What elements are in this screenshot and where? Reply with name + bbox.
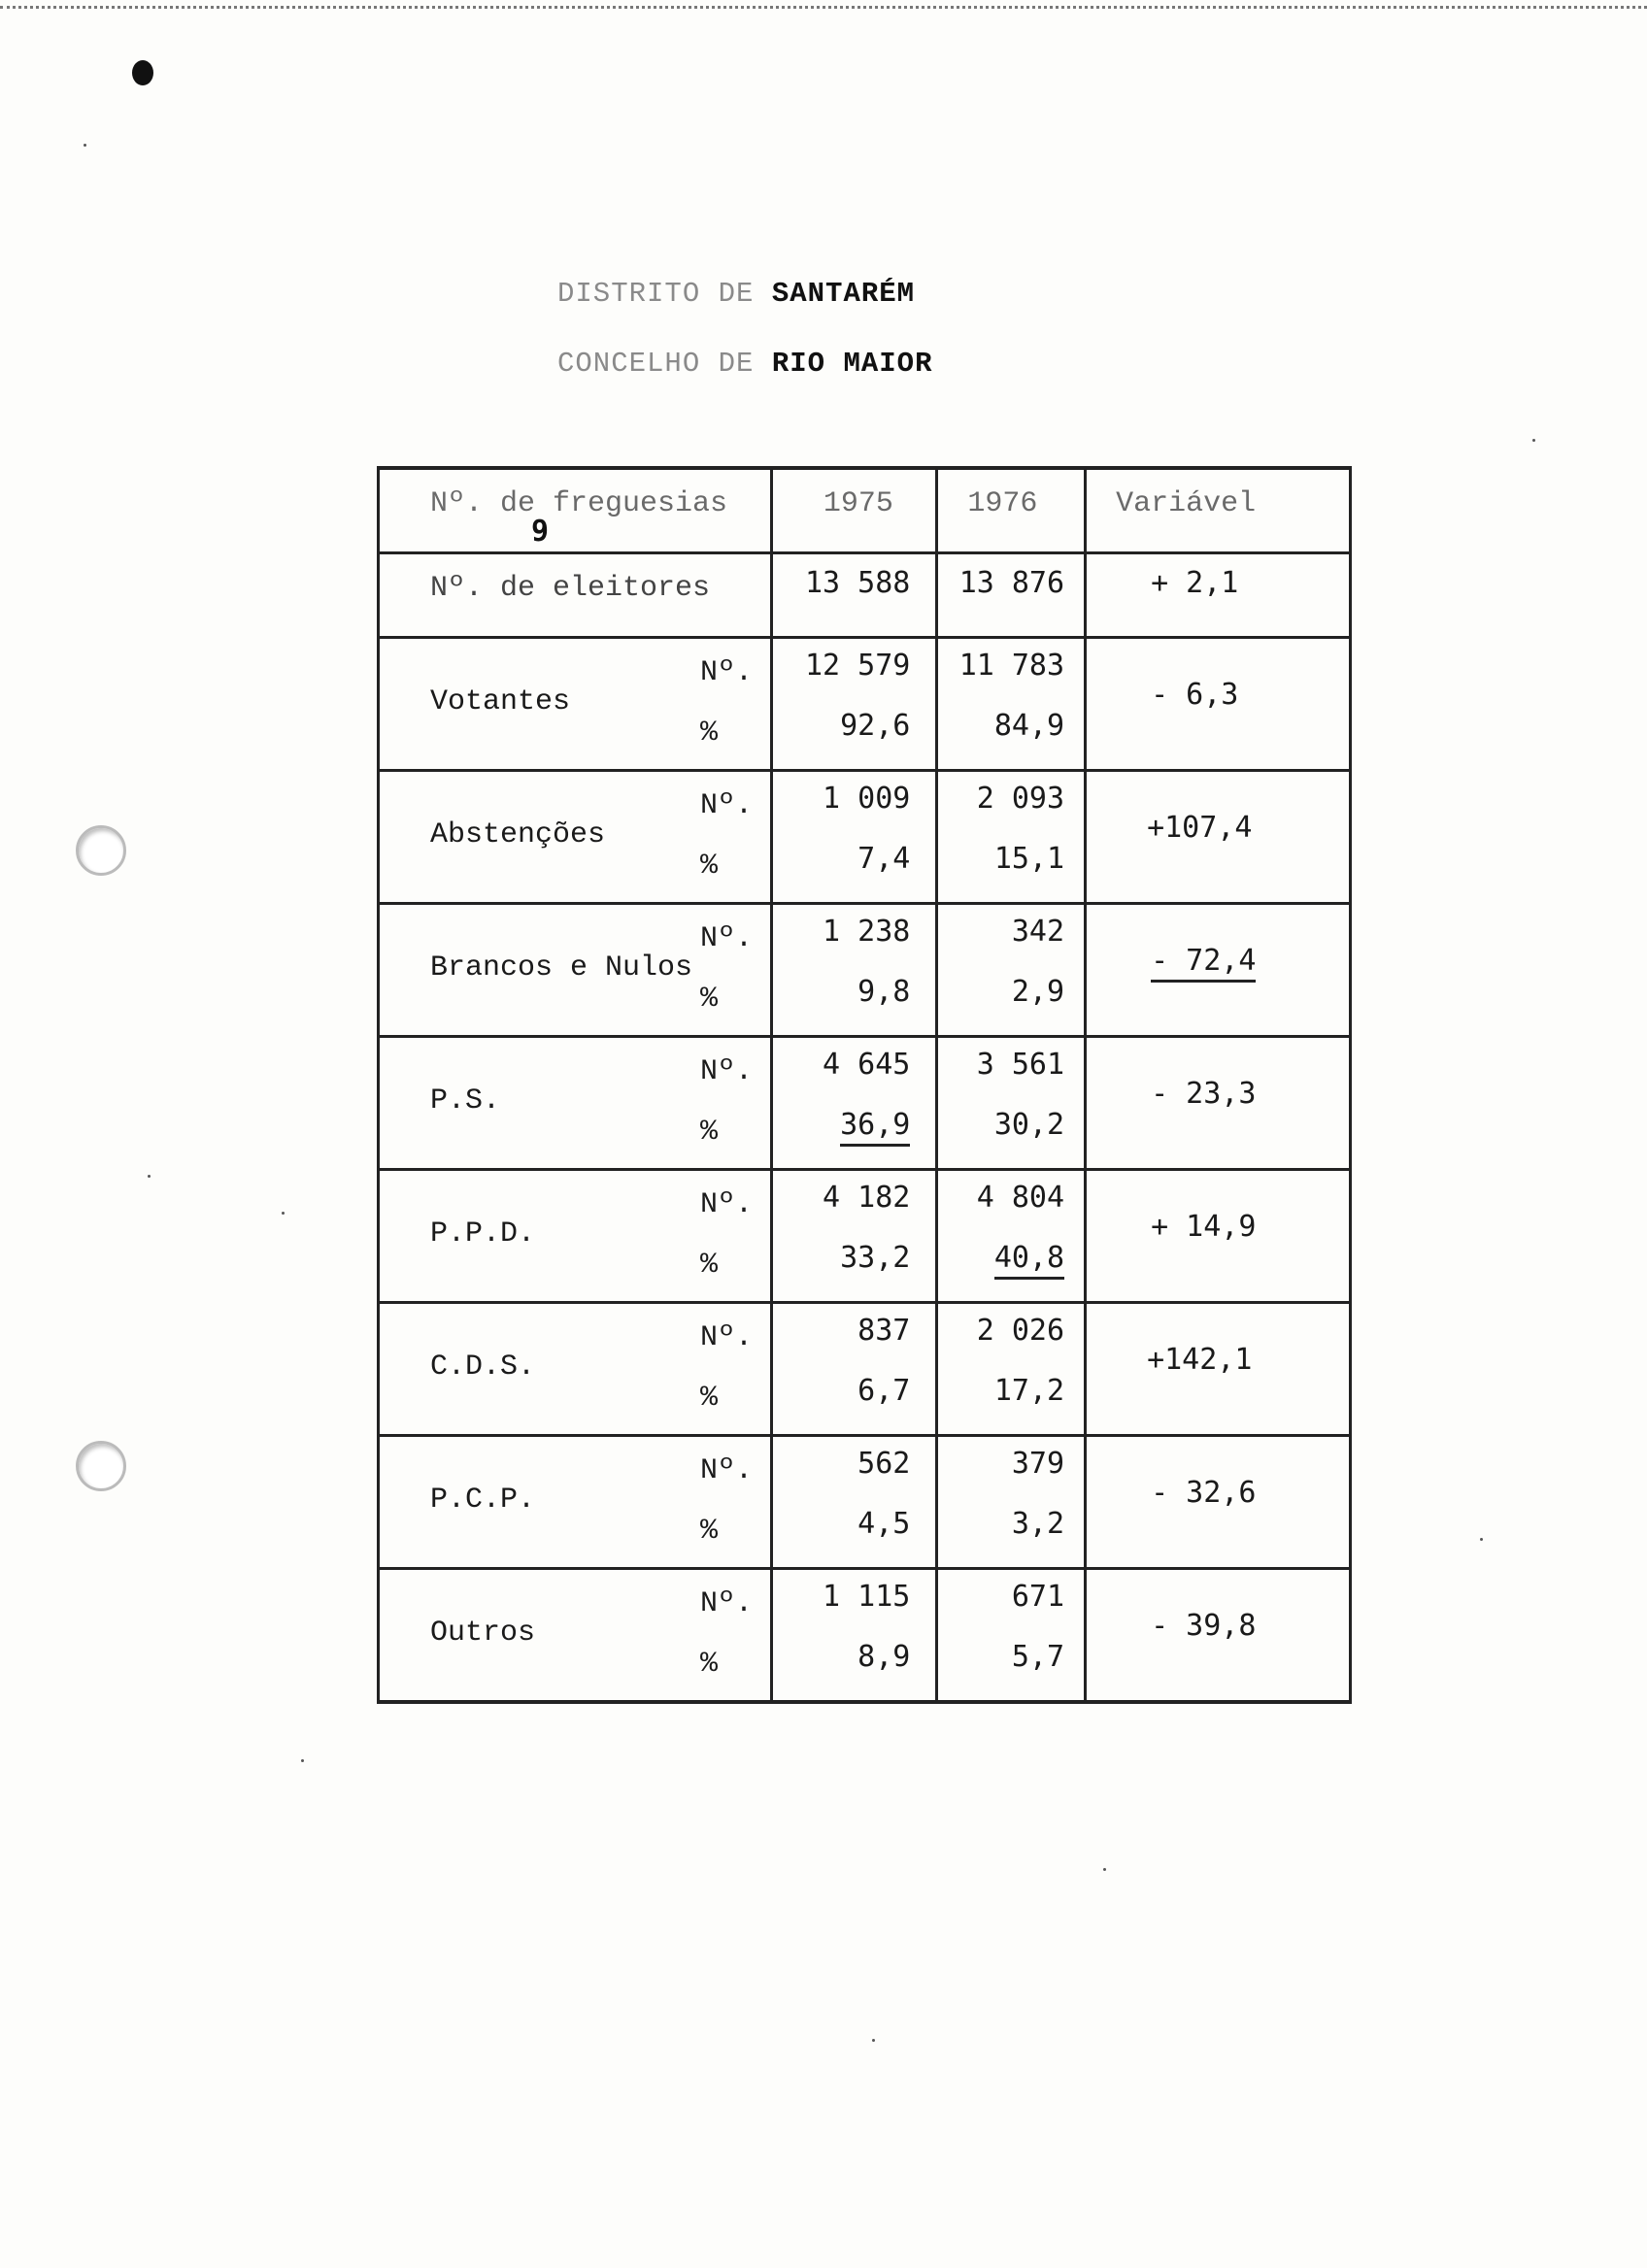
count-1975: 12 579: [804, 649, 911, 683]
year-1976-header: [937, 468, 1086, 553]
cell-1976: [937, 1037, 1086, 1170]
percent-1975: 4,5: [857, 1507, 911, 1541]
count-tag: Nº.: [700, 789, 754, 822]
row-label: P.C.P.: [430, 1484, 536, 1517]
percent-1975: 7,4: [857, 842, 911, 876]
row-label: Outros: [430, 1617, 536, 1650]
punch-hole-upper: [76, 825, 126, 876]
electors-row: [379, 553, 1351, 638]
electors-1976: 13 876: [958, 566, 1065, 600]
percent-1976: 84,9: [993, 709, 1065, 743]
electors-1975-cell: [771, 553, 936, 638]
district-heading: [557, 278, 915, 310]
count-1975: 837: [857, 1314, 911, 1348]
variation-cell: [1086, 904, 1351, 1037]
row-label-cell: [379, 771, 772, 904]
cell-1975: [771, 638, 936, 771]
variation-label: Variável: [1116, 487, 1257, 520]
cell-1975: [771, 771, 936, 904]
table-row: [379, 1436, 1351, 1569]
row-label-cell: [379, 638, 772, 771]
table-row: [379, 638, 1351, 771]
cell-1976: [937, 771, 1086, 904]
variation-value: - 39,8: [1151, 1609, 1257, 1643]
percent-tag: %: [700, 1648, 719, 1681]
paper-speck: [84, 144, 86, 147]
variation-value: - 6,3: [1151, 678, 1239, 712]
paper-speck: [1480, 1538, 1483, 1541]
variation-value: - 23,3: [1151, 1077, 1257, 1111]
count-tag: Nº.: [700, 1055, 754, 1088]
percent-tag: %: [700, 850, 719, 883]
cell-1976: [937, 638, 1086, 771]
cell-1975: [771, 1303, 936, 1436]
count-1975: 1 009: [823, 782, 911, 816]
count-1975: 562: [857, 1447, 911, 1481]
year-1975-header: [771, 468, 936, 553]
electors-1976-cell: [937, 553, 1086, 638]
variation-cell: [1086, 1436, 1351, 1569]
table-row: [379, 1170, 1351, 1303]
count-1975: 1 115: [823, 1580, 911, 1614]
count-1976: 379: [1011, 1447, 1065, 1481]
variation-cell: [1086, 771, 1351, 904]
count-1975: 1 238: [823, 915, 911, 949]
count-1976: 11 783: [958, 649, 1065, 683]
percent-1976: 15,1: [993, 842, 1065, 876]
row-label-cell: [379, 1037, 772, 1170]
ink-mark: [132, 60, 153, 85]
punch-hole-lower: [76, 1441, 126, 1491]
variation-cell: [1086, 1037, 1351, 1170]
count-tag: Nº.: [700, 656, 754, 689]
table-row: [379, 1037, 1351, 1170]
count-tag: Nº.: [700, 922, 754, 955]
count-1975: 4 645: [823, 1048, 911, 1082]
variation-value: +107,4: [1147, 811, 1253, 845]
top-edge-rule: [0, 6, 1647, 9]
count-tag: Nº.: [700, 1587, 754, 1620]
cell-1976: [937, 1569, 1086, 1703]
cell-1975: [771, 1037, 936, 1170]
count-1976: 3 561: [976, 1048, 1065, 1082]
row-label-cell: [379, 1569, 772, 1703]
row-label: C.D.S.: [430, 1351, 536, 1384]
variation-header: [1086, 468, 1351, 553]
count-1976: 2 093: [976, 782, 1065, 816]
parishes-label: Nº. de freguesias: [430, 487, 728, 520]
percent-1976: 30,2: [993, 1108, 1065, 1142]
paper-speck: [148, 1175, 151, 1178]
parishes-count: 9: [531, 515, 550, 549]
municipality-heading: [557, 348, 932, 380]
percent-1975: 33,2: [840, 1241, 911, 1275]
municipality-name: RIO MAIOR: [771, 348, 933, 380]
paper-speck: [872, 2039, 875, 2042]
row-label: Votantes: [430, 685, 571, 718]
percent-tag: %: [700, 717, 719, 750]
percent-1975: 36,9: [840, 1108, 910, 1147]
variation-cell: [1086, 638, 1351, 771]
variation-value: - 32,6: [1151, 1476, 1257, 1510]
percent-tag: %: [700, 983, 719, 1016]
row-label: Brancos e Nulos: [430, 951, 693, 984]
cell-1976: [937, 1303, 1086, 1436]
count-tag: Nº.: [700, 1454, 754, 1487]
district-name: SANTARÉM: [771, 278, 916, 310]
percent-1976: 5,7: [1011, 1640, 1065, 1674]
cell-1975: [771, 1170, 936, 1303]
year-1976-label: 1976: [967, 487, 1038, 520]
table-row: [379, 1569, 1351, 1703]
year-1975-label: 1975: [823, 487, 893, 520]
percent-tag: %: [700, 1116, 719, 1149]
percent-tag: %: [700, 1382, 719, 1415]
percent-tag: %: [700, 1249, 719, 1282]
table-header-row: [379, 468, 1351, 553]
election-results-table: [377, 466, 1352, 1704]
percent-1976: 3,2: [1011, 1507, 1065, 1541]
variation-cell: [1086, 1303, 1351, 1436]
cell-1976: [937, 1436, 1086, 1569]
row-label-cell: [379, 904, 772, 1037]
percent-1975: 92,6: [840, 709, 911, 743]
paper-speck: [301, 1759, 304, 1762]
cell-1975: [771, 1569, 936, 1703]
paper-speck: [282, 1212, 285, 1215]
parishes-header-cell: [379, 468, 772, 553]
count-tag: Nº.: [700, 1188, 754, 1221]
row-label: P.P.D.: [430, 1217, 536, 1251]
row-label-cell: [379, 1436, 772, 1569]
percent-1976: 2,9: [1011, 975, 1065, 1009]
percent-tag: %: [700, 1515, 719, 1548]
row-label: Abstenções: [430, 818, 606, 851]
cell-1975: [771, 904, 936, 1037]
percent-1976: 40,8: [994, 1241, 1064, 1280]
variation-value: - 72,4: [1151, 944, 1256, 983]
electors-label: Nº. de eleitores: [430, 572, 711, 605]
variation-value: + 14,9: [1151, 1210, 1257, 1244]
percent-1975: 6,7: [857, 1374, 911, 1408]
row-label-cell: [379, 1303, 772, 1436]
row-label-cell: [379, 1170, 772, 1303]
municipality-prefix: CONCELHO DE: [557, 348, 755, 380]
cell-1976: [937, 904, 1086, 1037]
count-1976: 342: [1011, 915, 1065, 949]
count-tag: Nº.: [700, 1321, 754, 1354]
cell-1975: [771, 1436, 936, 1569]
electors-variation-cell: [1086, 553, 1351, 638]
cell-1976: [937, 1170, 1086, 1303]
paper-speck: [1103, 1868, 1106, 1871]
table-row: [379, 1303, 1351, 1436]
count-1975: 4 182: [823, 1181, 911, 1215]
count-1976: 671: [1011, 1580, 1065, 1614]
variation-value: +142,1: [1147, 1343, 1253, 1377]
count-1976: 4 804: [976, 1181, 1065, 1215]
variation-cell: [1086, 1170, 1351, 1303]
percent-1975: 9,8: [857, 975, 911, 1009]
percent-1975: 8,9: [857, 1640, 911, 1674]
table-row: [379, 771, 1351, 904]
electors-label-cell: [379, 553, 772, 638]
electors-variation: + 2,1: [1151, 566, 1239, 600]
electors-1975: 13 588: [804, 566, 911, 600]
district-prefix: DISTRITO DE: [557, 278, 755, 310]
count-1976: 2 026: [976, 1314, 1065, 1348]
variation-cell: [1086, 1569, 1351, 1703]
row-label: P.S.: [430, 1084, 501, 1117]
table-row: [379, 904, 1351, 1037]
paper-speck: [1532, 439, 1535, 442]
percent-1976: 17,2: [993, 1374, 1065, 1408]
